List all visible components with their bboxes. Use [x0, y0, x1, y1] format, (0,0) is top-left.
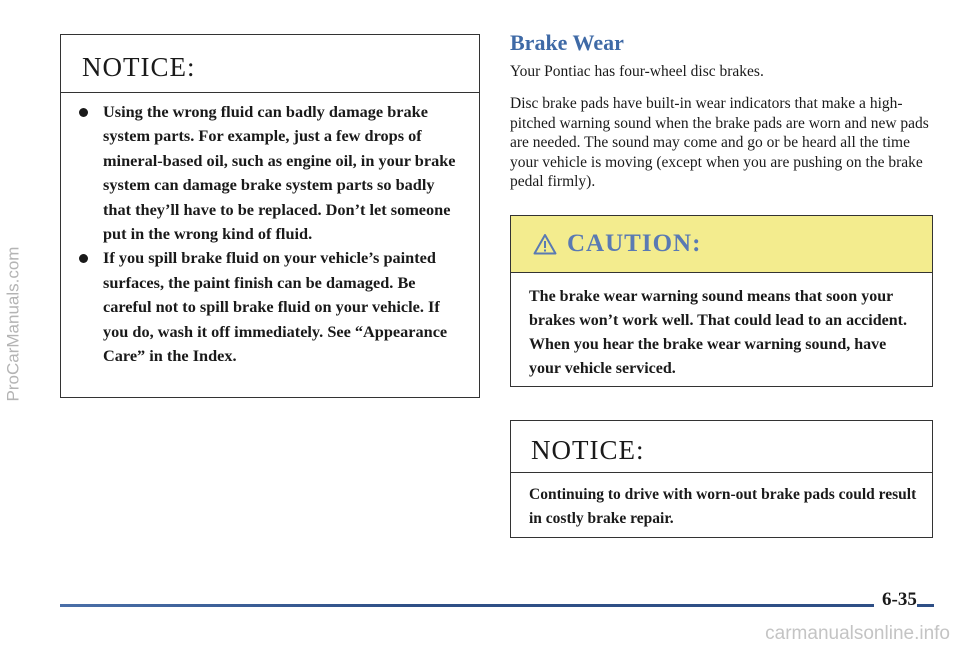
right-notice-heading: NOTICE:: [511, 421, 932, 473]
caution-text: The brake wear warning sound means that soon your brakes won’t work well. That could lead to an accident. When you hear the brake wear warning sound, have your vehicle serviced.: [529, 288, 907, 377]
bullet-dot-icon: [79, 108, 88, 117]
caution-box: [510, 215, 933, 387]
bullet-dot-icon: [79, 254, 88, 263]
left-notice-bullet-text: Using the wrong fluid can badly damage brake system parts. For example, just a few drops of mineral-based oil, such as engine oil, in your brake system can damage brake system parts so badly that they’ll have to be replaced. Don’t let someone put in the wrong kind of fluid.: [103, 102, 456, 244]
brake-wear-paragraph: Disc brake pads have built-in wear indicators that make a high-pitched warning sound when the brake pads are worn and new pads are needed. The sound may come and go or be heard all the time your vehicle is moving (except when you are pushing on the brake pedal firmly).: [510, 95, 929, 191]
warning-triangle-icon: [533, 233, 557, 255]
bottom-watermark: carmanualsonline.info: [765, 623, 950, 644]
page-number: 6-35: [874, 589, 917, 611]
left-notice-heading: NOTICE:: [61, 35, 479, 93]
footer-rule: [60, 604, 934, 607]
right-notice-text: Continuing to drive with worn-out brake pads could result in costly brake repair.: [529, 486, 917, 527]
left-notice-bullet-item: [79, 246, 459, 368]
left-notice-bullet-item: [79, 100, 459, 246]
left-notice-box: [60, 34, 480, 398]
brake-wear-intro: Your Pontiac has four-wheel disc brakes.: [510, 63, 764, 80]
caution-heading: CAUTION:: [567, 230, 702, 257]
brake-wear-title: Brake Wear: [510, 30, 624, 55]
left-notice-list: [61, 93, 479, 368]
caution-header: [511, 216, 932, 273]
side-watermark: [2, 0, 24, 647]
right-notice-box: [510, 420, 933, 538]
side-watermark-text: ProCarManuals.com: [3, 246, 23, 401]
left-notice-bullet-text: If you spill brake fluid on your vehicle’s painted surfaces, the paint finish can be damaged. Be careful not to spill brake fluid on your vehicle. If you do, wash it off immediately. See “Appearance Care” in the Index.: [103, 248, 448, 366]
